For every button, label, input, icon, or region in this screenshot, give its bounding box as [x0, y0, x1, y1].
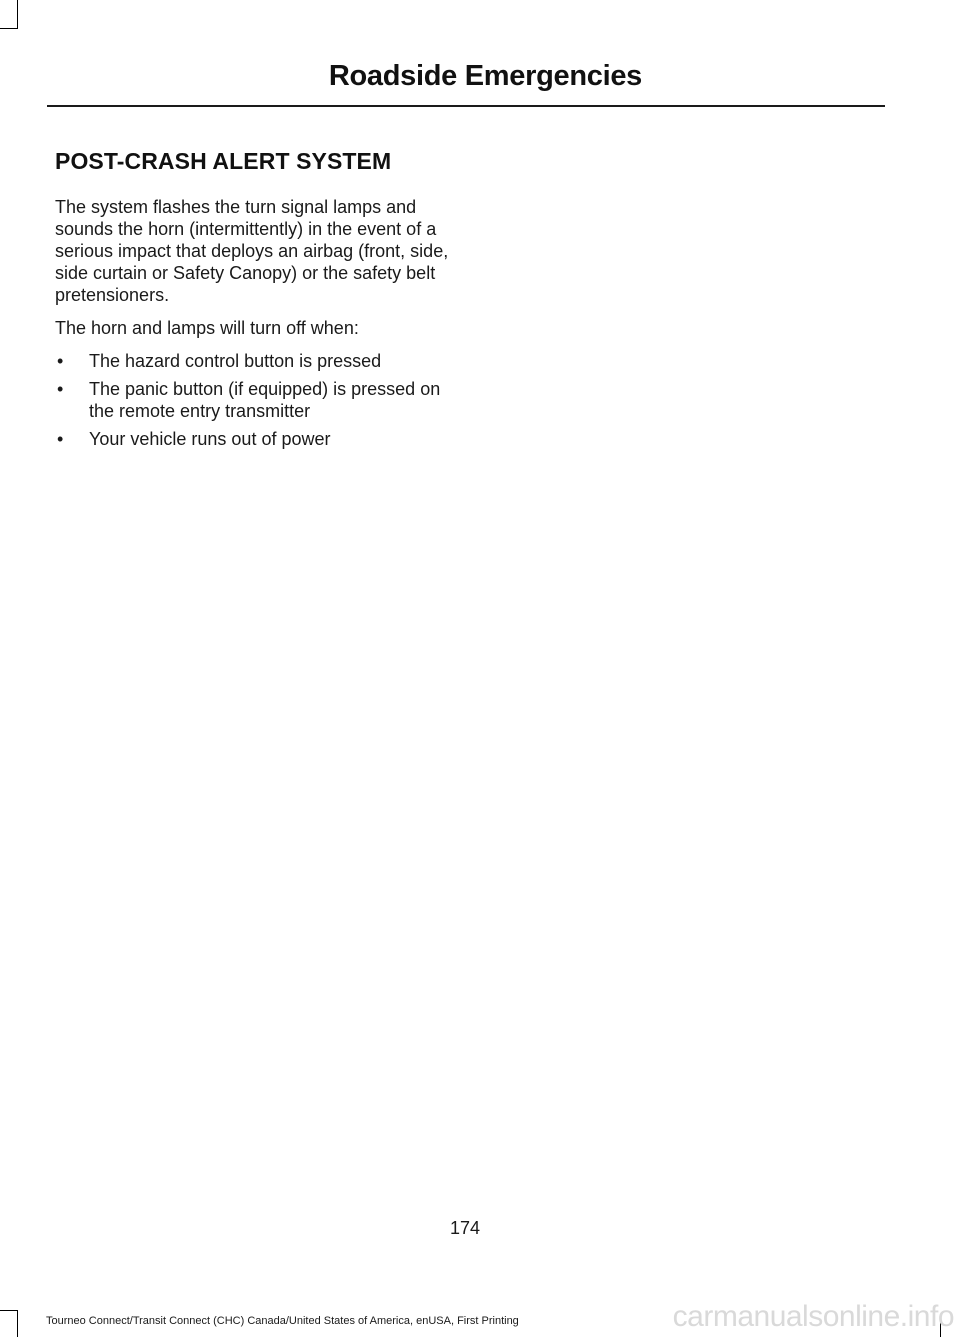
- list-item: [55, 428, 450, 450]
- condition-lead-in: The horn and lamps will turn off when:: [55, 318, 359, 338]
- bullet-icon: •: [57, 429, 64, 449]
- crop-mark-top-left-vertical: [17, 0, 18, 28]
- page-number: 174: [449, 1218, 481, 1238]
- chapter-title: Roadside Emergencies: [328, 60, 642, 92]
- list-item-text: The panic button (if equipped) is pressed on the remote entry transmitter: [89, 379, 441, 421]
- bullet-icon: •: [57, 379, 64, 399]
- list-item: [55, 350, 450, 372]
- condition-list: [55, 350, 450, 450]
- section-heading: POST-CRASH ALERT SYSTEM: [55, 148, 392, 174]
- intro-paragraph: The system flashes the turn signal lamps and sounds the horn (intermittently) in the event of a serious impact that deploys an airbag (front, side, side curtain or Safety Canopy) or the safety belt pretensioners.: [55, 197, 449, 305]
- list-item: [55, 378, 450, 422]
- header-divider: [47, 105, 885, 107]
- crop-mark-bottom-left-horizontal: [0, 1310, 18, 1311]
- bullet-icon: •: [57, 351, 64, 371]
- watermark: carmanualsonline.info: [672, 1300, 954, 1333]
- list-item-text: The hazard control button is pressed: [89, 351, 382, 371]
- crop-mark-bottom-left-vertical: [17, 1310, 18, 1337]
- crop-mark-top-left-horizontal: [0, 28, 18, 29]
- section-body: [55, 196, 450, 456]
- list-item-text: Your vehicle runs out of power: [89, 429, 331, 449]
- footer-edition-info: Tourneo Connect/Transit Connect (CHC) Canada/United States of America, enUSA, First Printing: [46, 1315, 519, 1327]
